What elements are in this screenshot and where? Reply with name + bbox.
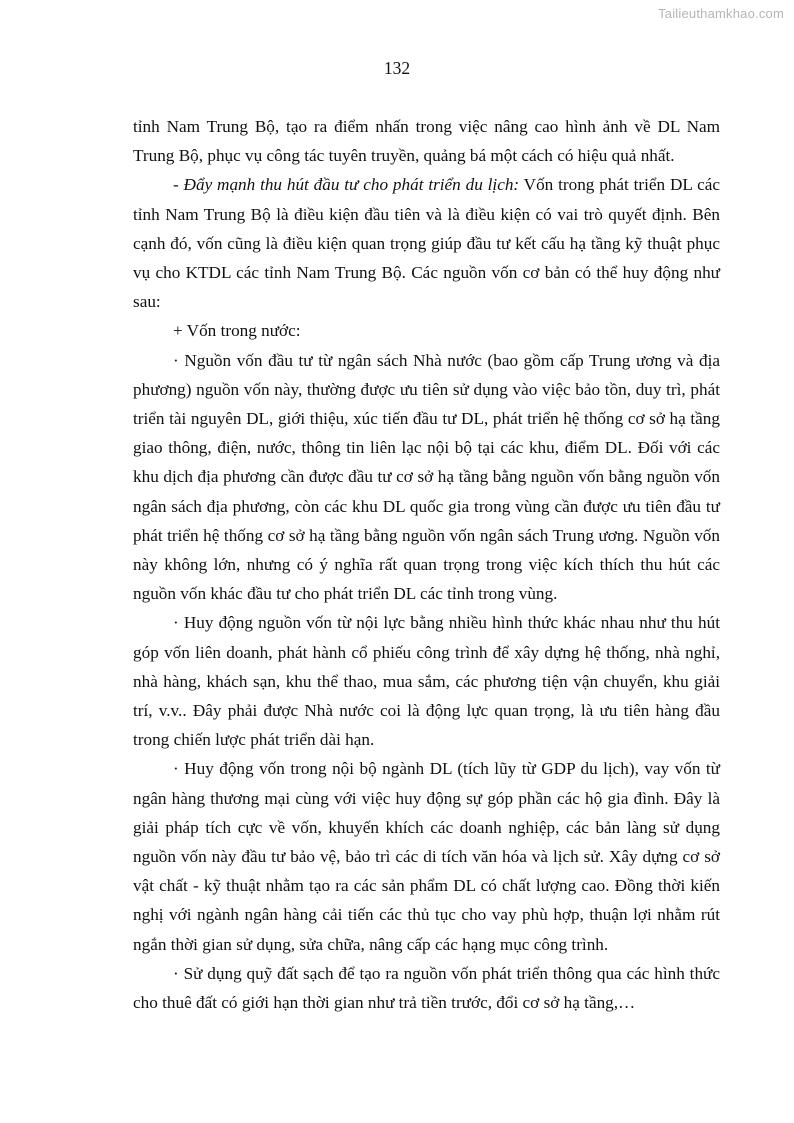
paragraph-domestic-capital: + Vốn trong nước: bbox=[173, 321, 301, 341]
paragraph-land-fund: · Sử dụng quỹ đất sạch để tạo ra nguồn vốn phát triển thông qua các hình thức cho thuê đất có giới hạn thời gian như trả tiền trước, đổi cơ sở hạ tầng,… bbox=[133, 963, 720, 1013]
page-number: 132 bbox=[383, 58, 411, 78]
paragraph-text: Vốn trong phát triển DL các tỉnh Nam Trung Bộ là điều kiện đầu tiên và là điều kiện có vai trò quyết định. Bên cạnh đó, vốn cũng là điều kiện quan trọng giúp đầu tư kết cấu hạ tầng kỹ thuật phục vụ cho KTDL các tỉnh Nam Trung Bộ. Các nguồn vốn cơ bản có thể huy động như sau: bbox=[133, 175, 720, 312]
paragraph-lead-italic: - Đẩy mạnh thu hút đầu tư cho phát triển du lịch: bbox=[173, 175, 520, 195]
document-body bbox=[133, 112, 720, 1017]
paragraph-investment-heading bbox=[133, 170, 720, 316]
paragraph-continuation: tỉnh Nam Trung Bộ, tạo ra điểm nhấn trong việc nâng cao hình ảnh về DL Nam Trung Bộ, phục vụ công tác tuyên truyền, quảng bá một cách có hiệu quả nhất. bbox=[133, 117, 720, 166]
paragraph-state-budget: · Nguồn vốn đầu tư từ ngân sách Nhà nước (bao gồm cấp Trung ương và địa phương) nguồn vốn này, thường được ưu tiên sử dụng vào việc bảo tồn, duy trì, phát triển tài nguyên DL, giới thiệu, xúc tiến đầu tư DL, phát triển hệ thống cơ sở hạ tầng giao thông, điện, nước, thông tin liên lạc nội bộ tại các khu, điểm DL. Đối với các khu dịch địa phương cần được đầu tư cơ sở hạ tầng bằng nguồn vốn bằng nguồn vốn ngân sách địa phương, còn các khu DL quốc gia trong vùng cần được ưu tiên đầu tư phát triển hệ thống cơ sở hạ tầng bằng nguồn vốn ngân sách Trung ương. Nguồn vốn này không lớn, nhưng có ý nghĩa rất quan trọng trong việc kích thích thu hút các nguồn vốn khác đầu tư cho phát triển DL các tỉnh trong vùng. bbox=[133, 350, 720, 604]
paragraph-internal-resources: · Huy động nguồn vốn từ nội lực bằng nhiều hình thức khác nhau như thu hút góp vốn liên doanh, phát hành cổ phiếu công trình để xây dựng hệ thống, nhà nghỉ, nhà hàng, khách sạn, khu thể thao, mua sắm, các phương tiện vận chuyển, khu giải trí, v.v.. Đây phải được Nhà nước coi là động lực quan trọng, là ưu tiên hàng đầu trong chiến lược phát triển dài hạn. bbox=[133, 613, 720, 750]
watermark: Tailieuthamkhao.com bbox=[658, 6, 784, 21]
paragraph-industry-capital: · Huy động vốn trong nội bộ ngành DL (tích lũy từ GDP du lịch), vay vốn từ ngân hàng thương mại cùng với việc huy động sự góp phần các hộ gia đình. Đây là giải pháp tích cực về vốn, khuyến khích các doanh nghiệp, các bản làng sử dụng nguồn vốn này đầu tư bảo vệ, bảo trì các di tích văn hóa và lịch sử. Xây dựng cơ sở vật chất - kỹ thuật nhằm tạo ra các sản phẩm DL có chất lượng cao. Đồng thời kiến nghị với ngành ngân hàng cải tiến các thủ tục cho vay phù hợp, thuận lợi nhằm rút ngắn thời gian sử dụng, sửa chữa, nâng cấp các hạng mục công trình. bbox=[133, 759, 720, 954]
